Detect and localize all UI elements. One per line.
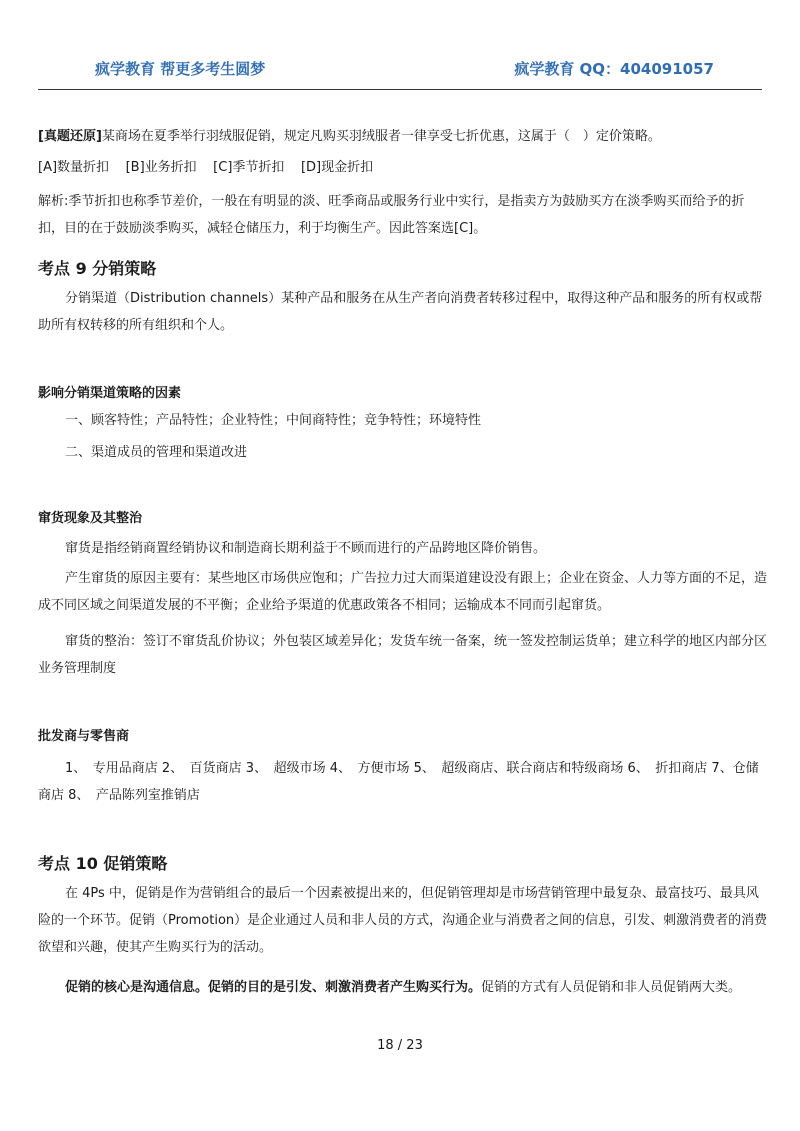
promotion-intro: 在 4Ps 中，促销是作为营销组合的最后一个因素被提出来的，但促销管理却是市场营销管理中最复杂、最富技巧、最具风险的一个环节。促销（Promotion）是企业通过人员和非人员的方式，沟通企业与消费者之间的信息，引发、刺激消费者的消费欲望和兴趣，使其产生购买行为的活动。 — [38, 886, 768, 955]
question-options — [38, 156, 373, 175]
question-stem — [38, 123, 768, 150]
option-a: [A]数量折扣 — [38, 160, 110, 175]
retail-list: 1、 专用品商店 2、 百货商店 3、 超级市场 4、 方便市场 5、 超级商店、联合商店和特级商场 6、 折扣商店 7、仓储商店 8、 产品陈列室推销店 — [38, 761, 759, 803]
option-d: [D]现金折扣 — [300, 160, 374, 175]
header-divider — [38, 89, 762, 90]
promotion-core-rest: 促销的方式有人员促销和非人员促销两大类。 — [481, 980, 742, 995]
cross-selling-definition: 窜货是指经销商置经销协议和制造商长期利益于不顾而进行的产品跨地区降价销售。 — [65, 541, 547, 556]
cross-selling-remedies: 窜货的整治：签订不窜货乱价协议；外包装区域差异化；发货车统一备案，统一签发控制运货单；建立科学的地区内部分区业务管理制度 — [38, 634, 768, 676]
channel-definition: 分销渠道（Distribution channels）某种产品和服务在从生产者向消费者转移过程中，取得这种产品和服务的所有权或帮助所有权转移的所有组织和个人。 — [38, 291, 763, 333]
promotion-core — [38, 974, 768, 1001]
factor-item-1: 一、顾客特性；产品特性；企业特性；中间商特性；竞争特性；环境特性 — [65, 413, 482, 428]
cross-selling-causes: 产生窜货的原因主要有：某些地区市场供应饱和；广告拉力过大而渠道建设没有跟上；企业在资金、人力等方面的不足，造成不同区域之间渠道发展的不平衡；企业给予渠道的优惠政策各不相同；运输成本不同而引起窜货。 — [38, 571, 768, 613]
factors-heading: 影响分销渠道策略的因素 — [38, 386, 182, 401]
question-tag: [真题还原] — [38, 129, 102, 144]
section-10-title: 考点 10 促销策略 — [38, 854, 168, 873]
header-slogan: 疯学教育 帮更多考生圆梦 — [95, 60, 266, 78]
retail-heading: 批发商与零售商 — [38, 729, 130, 744]
header-contact: 疯学教育 QQ：404091057 — [514, 60, 714, 78]
promotion-core-bold: 促销的核心是沟通信息。促销的目的是引发、刺激消费者产生购买行为。 — [65, 980, 482, 995]
option-c: [C]季节折扣 — [213, 160, 285, 175]
cross-selling-heading: 窜货现象及其整治 — [38, 511, 143, 526]
factor-item-2: 二、渠道成员的管理和渠道改进 — [65, 445, 248, 460]
section-9-title: 考点 9 分销策略 — [38, 259, 157, 278]
question-analysis: 解析:季节折扣也称季节差价，一般在有明显的淡、旺季商品或服务行业中实行，是指卖方为鼓励买方在淡季购买而给予的折扣，目的在于鼓励淡季购买，减轻仓储压力，利于均衡生产。因此答案选[C]。 — [38, 194, 745, 236]
option-b: [B]业务折扣 — [125, 160, 197, 175]
page-number: 18 / 23 — [377, 1038, 423, 1053]
question-text: 某商场在夏季举行羽绒服促销，规定凡购买羽绒服者一律享受七折优惠，这属于（ ）定价策略。 — [101, 129, 661, 144]
